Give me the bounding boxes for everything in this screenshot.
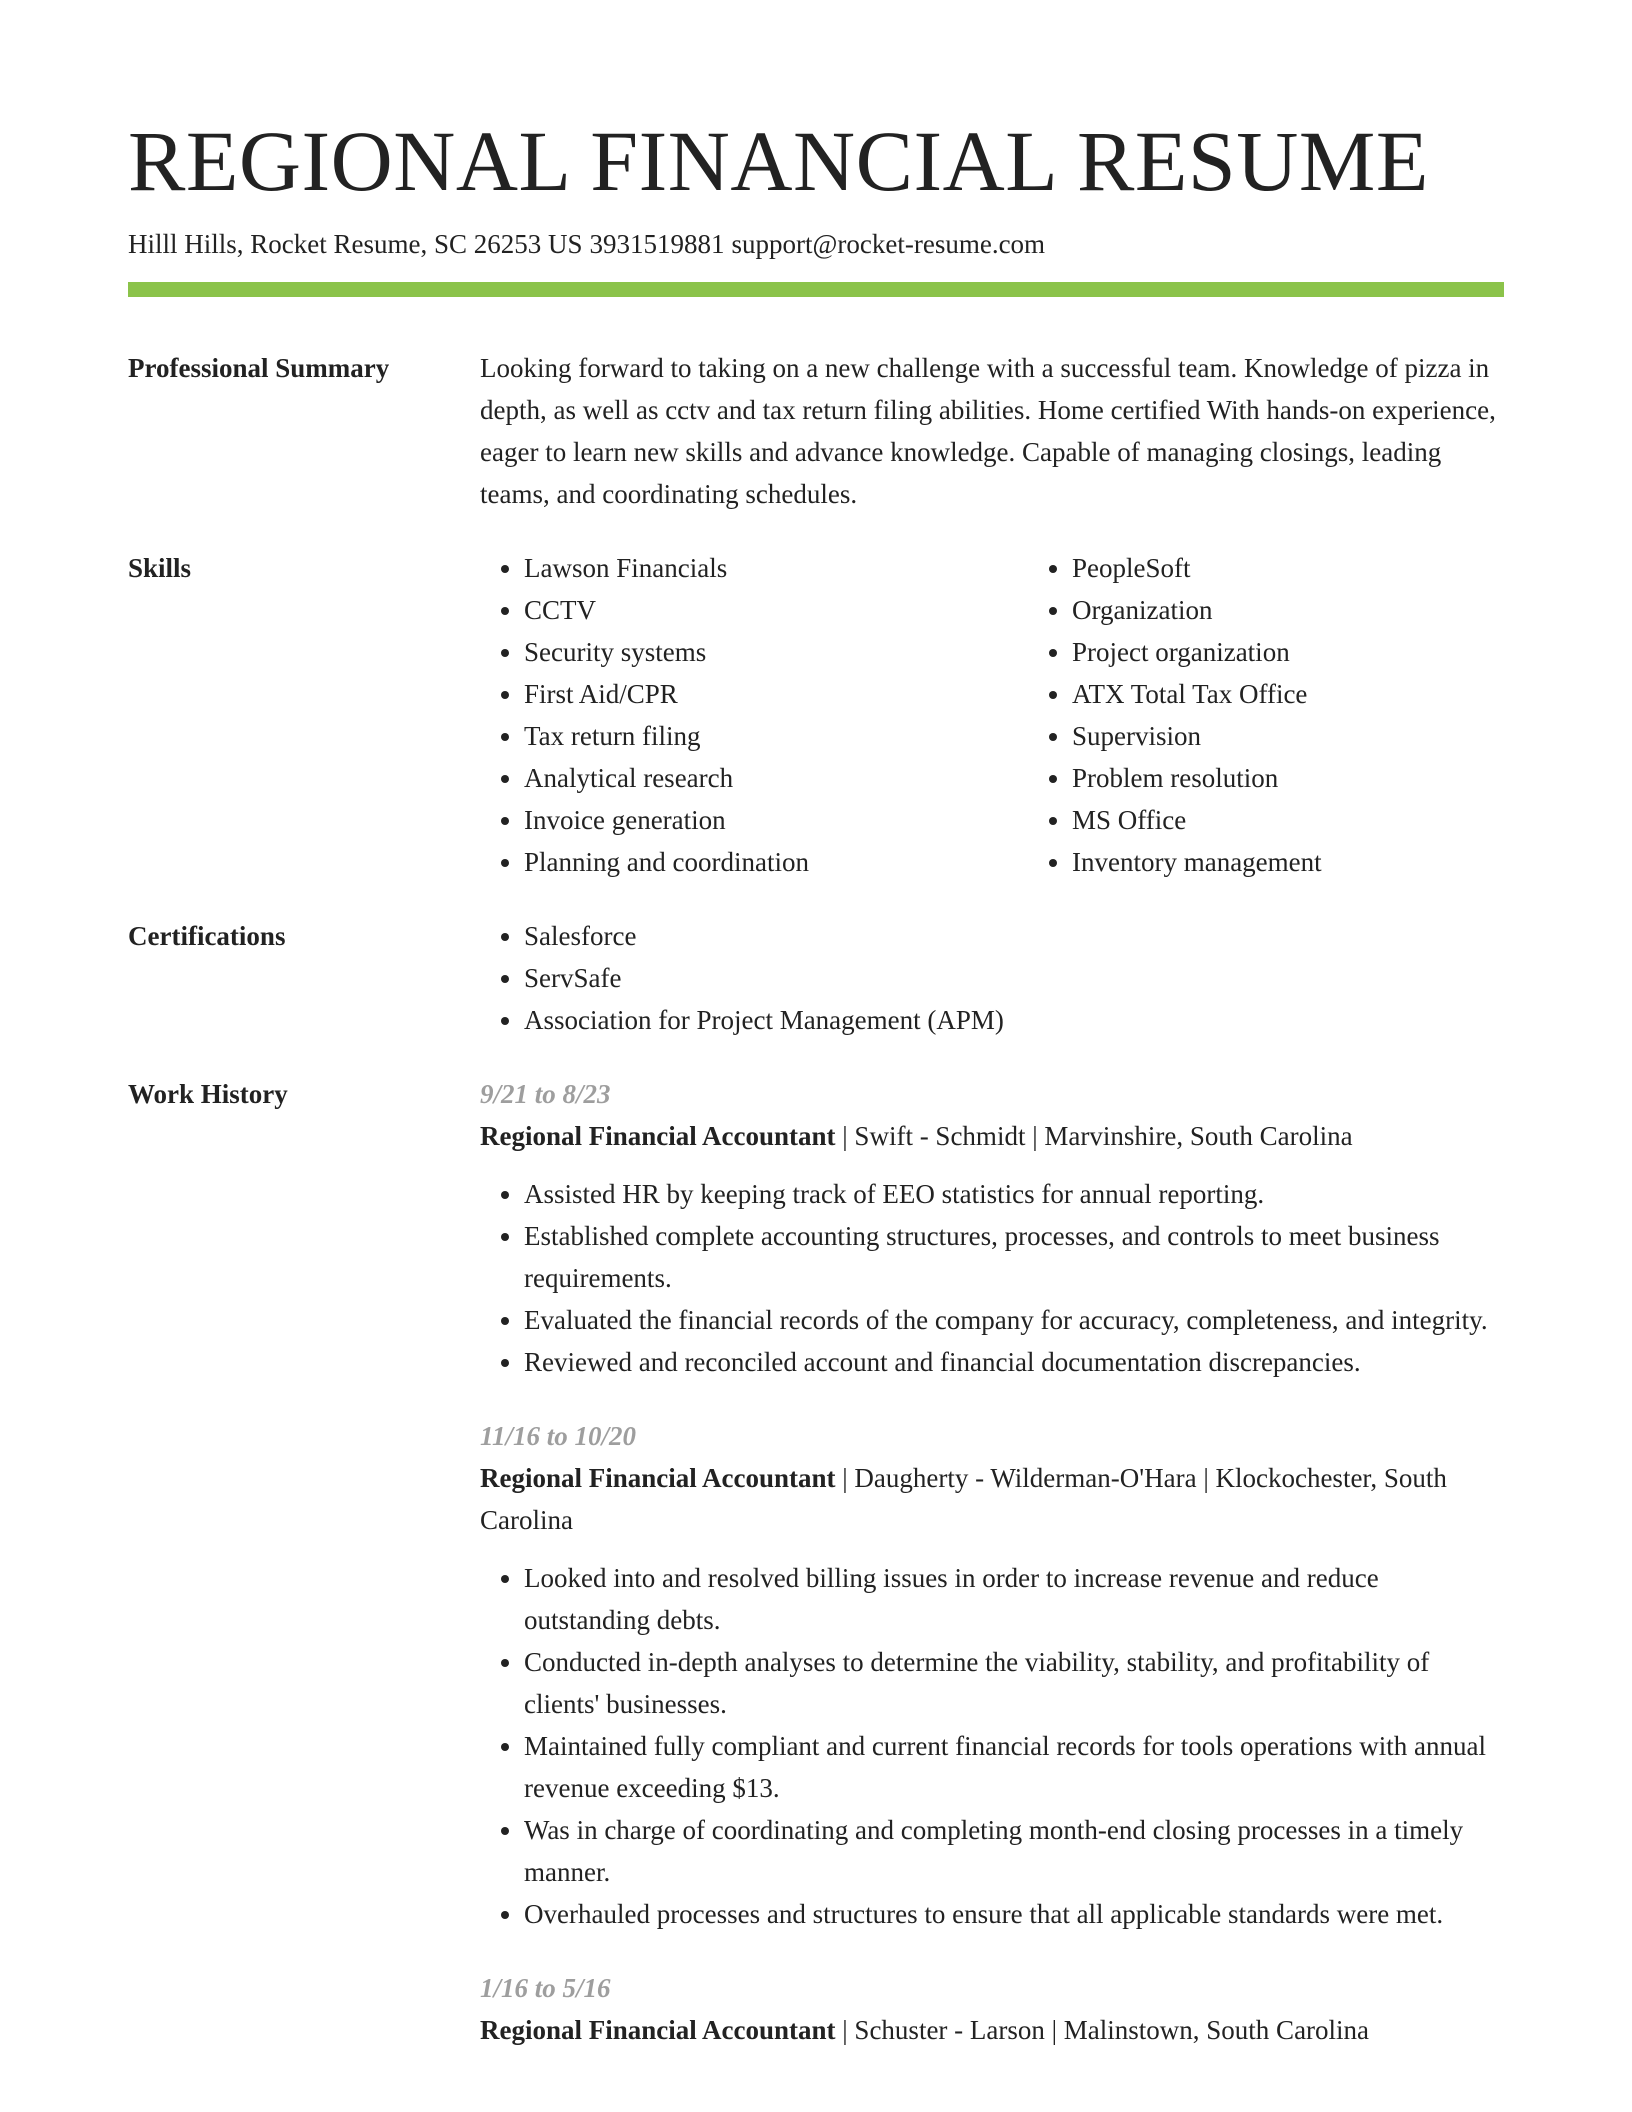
job-heading	[480, 1457, 1504, 1541]
job-title: Regional Financial Accountant	[480, 2015, 836, 2046]
section-title-certifications: Certifications	[128, 921, 286, 952]
summary-section	[128, 347, 1504, 515]
job-bullet: • Looked into and resolved billing issues in order to increase revenue and reduce outstanding debts.	[524, 1557, 1504, 1641]
contact-address: Hilll Hills, Rocket Resume, SC 26253 US	[128, 229, 583, 259]
job-bullet: • Assisted HR by keeping track of EEO statistics for annual reporting.	[524, 1173, 1504, 1215]
job-bullets	[480, 1173, 1504, 1383]
job-heading	[480, 1115, 1504, 1157]
section-title-work-history: Work History	[128, 1079, 288, 1110]
job-entry	[480, 1415, 1504, 1935]
resume-title: REGIONAL FINANCIAL RESUME	[128, 113, 1429, 209]
job-details: | Daugherty - Wilderman-O'Hara | Klockochester, South Carolina	[480, 1463, 1447, 1536]
work-history-list	[480, 1073, 1504, 2083]
certification-item: • Salesforce	[524, 915, 1504, 957]
skill-item: • MS Office	[1072, 799, 1576, 841]
summary-text: Looking forward to taking on a new challenge with a successful team. Knowledge of pizza in depth, as well as cctv and tax return filing abilities. Home certified With hands-on experience, eager to learn new skills and advance knowledge. Capable of managing closings, leading teams, and coordinating schedules.	[480, 353, 1496, 510]
skill-item: • Lawson Financials	[524, 547, 1028, 589]
certification-item: • Association for Project Management (APM)	[524, 999, 1504, 1041]
skill-item: • Tax return filing	[524, 715, 1028, 757]
skill-item: • CCTV	[524, 589, 1028, 631]
skill-item: • First Aid/CPR	[524, 673, 1028, 715]
skill-item: • PeopleSoft	[1072, 547, 1576, 589]
skill-item: • Project organization	[1072, 631, 1576, 673]
skill-item: • Planning and coordination	[524, 841, 1028, 883]
job-dates: 9/21 to 8/23	[480, 1079, 611, 1110]
job-bullets	[480, 1557, 1504, 1935]
skills-column-1	[480, 547, 1028, 883]
job-details: | Swift - Schmidt | Marvinshire, South Carolina	[835, 1121, 1353, 1152]
skill-item: • Analytical research	[524, 757, 1028, 799]
skill-item: • Organization	[1072, 589, 1576, 631]
job-bullet: • Established complete accounting structures, processes, and controls to meet business requirements.	[524, 1215, 1504, 1299]
skill-item: • ATX Total Tax Office	[1072, 673, 1576, 715]
work-history-section	[128, 1073, 1504, 2083]
job-dates: 11/16 to 10/20	[480, 1421, 637, 1452]
skills-section	[128, 547, 1504, 883]
job-title: Regional Financial Accountant	[480, 1463, 836, 1494]
skill-item: • Inventory management	[1072, 841, 1576, 883]
contact-phone: 3931519881	[589, 229, 725, 259]
skill-item: • Invoice generation	[524, 799, 1028, 841]
skill-item: • Problem resolution	[1072, 757, 1576, 799]
certifications-section	[128, 915, 1504, 1041]
job-bullet: • Overhauled processes and structures to ensure that all applicable standards were met.	[524, 1893, 1504, 1935]
job-entry	[480, 1073, 1504, 1383]
job-entry	[480, 1967, 1504, 2051]
certification-item: • ServSafe	[524, 957, 1504, 999]
job-bullet: • Evaluated the financial records of the company for accuracy, completeness, and integrity.	[524, 1299, 1504, 1341]
section-title-summary: Professional Summary	[128, 353, 390, 384]
job-bullet: • Maintained fully compliant and current financial records for tools operations with annual revenue exceeding $13.	[524, 1725, 1504, 1809]
job-title: Regional Financial Accountant	[480, 1121, 836, 1152]
skills-list	[480, 547, 1576, 883]
job-details: | Schuster - Larson | Malinstown, South Carolina	[835, 2015, 1370, 2046]
certifications-list	[480, 915, 1504, 1041]
skill-item: • Security systems	[524, 631, 1028, 673]
job-heading	[480, 2009, 1504, 2051]
contact-email: support@rocket-resume.com	[731, 229, 1046, 259]
accent-divider	[128, 282, 1504, 297]
contact-line	[128, 228, 1504, 260]
section-title-skills: Skills	[128, 553, 192, 584]
job-dates: 1/16 to 5/16	[480, 1973, 611, 2004]
job-bullet: • Reviewed and reconciled account and financial documentation discrepancies.	[524, 1341, 1504, 1383]
job-bullet: • Conducted in-depth analyses to determine the viability, stability, and profitability of clients' businesses.	[524, 1641, 1504, 1725]
skills-column-2	[1028, 547, 1576, 883]
resume-page	[128, 113, 1504, 2083]
skill-item: • Supervision	[1072, 715, 1576, 757]
job-bullet: • Was in charge of coordinating and completing month-end closing processes in a timely manner.	[524, 1809, 1504, 1893]
